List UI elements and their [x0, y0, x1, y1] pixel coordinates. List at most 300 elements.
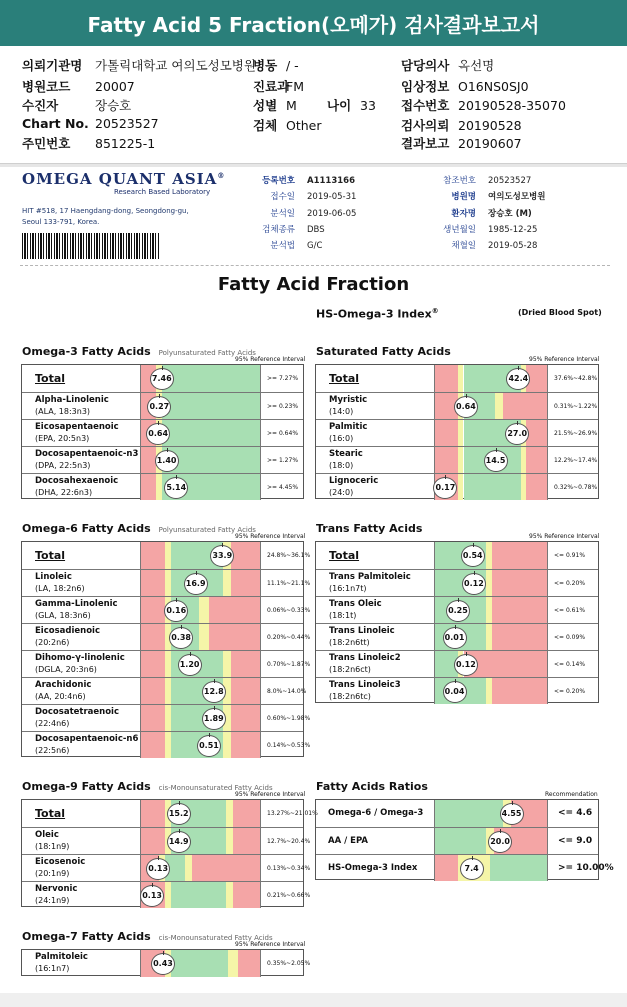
- omega3-title: Omega-3 Fatty Acids Polyunsaturated Fatty Acids: [22, 345, 256, 358]
- result-value: 0.27: [147, 396, 171, 418]
- reference-bar: [434, 365, 548, 392]
- reference-range: >= 0.23%: [267, 402, 299, 410]
- fatty-acid-name: [329, 599, 382, 621]
- fatty-acid-label: Trans Palmitoleic: [329, 572, 411, 582]
- zone-yellow: [223, 570, 230, 596]
- fatty-acid-name: [35, 884, 77, 906]
- result-value: 5.14: [164, 477, 188, 499]
- reference-range: >= 0.64%: [267, 429, 299, 437]
- meta-method: 분석법 G/C: [270, 241, 323, 251]
- result-row: [316, 569, 598, 596]
- reference-bar: [140, 705, 261, 731]
- result-value: 0.01: [443, 627, 467, 649]
- zone-red: [231, 542, 261, 569]
- zone-red: [231, 705, 261, 731]
- reference-range: <= 0.61%: [554, 606, 586, 614]
- fatty-acid-abbr: (DHA, 22:6n3): [35, 488, 93, 497]
- reference-range: 0.20%~0.44%: [267, 633, 311, 641]
- fatty-acid-label: Docosapentaenoic-n6: [35, 734, 139, 744]
- header-field: 수진자 장승호: [22, 98, 132, 113]
- header-field: 주민번호 851225-1: [22, 136, 156, 151]
- zone-red: [435, 365, 458, 392]
- zone-yellow: [226, 800, 233, 827]
- reference-range: >= 4.45%: [267, 483, 299, 491]
- result-value: 0.64: [146, 423, 170, 445]
- result-value: 20.0: [488, 831, 512, 853]
- omega6-table: [21, 541, 311, 757]
- fatty-acid-label: Dihomo-γ-linolenic: [35, 653, 125, 663]
- result-row: [22, 596, 311, 623]
- header-field: 병원코드 20007: [22, 79, 135, 94]
- fatty-acid-abbr: (16:1n7t): [329, 584, 367, 593]
- fatty-acid-name: [35, 707, 119, 729]
- result-value: 14.9: [167, 831, 191, 853]
- fatty-acid-label: Myristic: [329, 395, 368, 405]
- zone-green: [464, 474, 521, 500]
- zone-red: [141, 732, 165, 758]
- fatty-acid-abbr: (20:2n6): [35, 638, 70, 647]
- lab-block: [22, 170, 252, 228]
- trans-title: Trans Fatty Acids: [316, 522, 423, 535]
- fatty-acid-name: [35, 449, 138, 471]
- result-row: [316, 596, 598, 623]
- zone-red: [231, 570, 261, 596]
- fatty-acid-abbr: (LA, 18:2n6): [35, 584, 85, 593]
- reference-range: <= 4.6: [558, 808, 593, 818]
- fatty-acid-label: Oleic: [35, 830, 59, 840]
- result-row: [316, 473, 598, 500]
- reference-range: 0.13%~0.34%: [267, 864, 311, 872]
- meta-specimen: 검체종류 DBS: [262, 225, 325, 235]
- reference-bar: [140, 828, 261, 854]
- fatty-acid-abbr: (22:4n6): [35, 719, 70, 728]
- fatty-acid-label: Gamma-Linolenic: [35, 599, 118, 609]
- result-row: [22, 650, 311, 677]
- omega9-title: Omega-9 Fatty Acids cis-Monounsaturated Fatty Acids: [22, 780, 273, 793]
- result-row: [22, 542, 311, 569]
- result-row: [22, 365, 303, 392]
- result-value: 15.2: [167, 803, 191, 825]
- fatty-acid-label: HS-Omega-3 Index: [328, 862, 418, 873]
- reference-range: >= 7.27%: [267, 374, 299, 382]
- header-field: 검사의뢰 20190528: [401, 118, 522, 133]
- fatty-acid-label: Docosapentaenoic-n3: [35, 449, 139, 459]
- reference-bar: [140, 542, 261, 569]
- reference-range: <= 0.91%: [554, 551, 586, 559]
- fatty-acid-label: Trans Oleic: [329, 599, 382, 609]
- reference-range: 12.7%~20.4%: [267, 837, 311, 845]
- ref-interval-header: 95% Reference Interval: [529, 356, 600, 363]
- fatty-acid-label: Total: [329, 371, 360, 385]
- reference-bar: [434, 855, 548, 881]
- fatty-acid-label: Linoleic: [35, 572, 72, 582]
- zone-red: [141, 800, 165, 827]
- fatty-acid-name: [35, 550, 65, 561]
- zone-red: [526, 447, 548, 473]
- reference-range: 0.31%~1.22%: [554, 402, 598, 410]
- fatty-acid-name: [35, 476, 118, 498]
- header-field: 성별 M: [253, 98, 297, 113]
- header-field: 검체 Other: [253, 118, 322, 133]
- reference-bar: [434, 542, 548, 569]
- reference-bar: [434, 651, 548, 677]
- reference-range: 24.8%~36.1%: [267, 551, 311, 559]
- result-row: [22, 446, 303, 473]
- index-label: HS-Omega-3 Index®: [316, 307, 439, 321]
- lab-subtitle: Research Based Laboratory: [114, 188, 211, 196]
- omega3-table: [21, 364, 304, 499]
- zone-red: [231, 651, 261, 677]
- fatty-acid-name: [35, 680, 91, 702]
- reference-range: 21.5%~26.9%: [554, 429, 598, 437]
- fatty-acid-name: [329, 653, 401, 675]
- fatty-acid-name: [35, 572, 85, 594]
- zone-red: [492, 570, 548, 596]
- reference-bar: [434, 570, 548, 596]
- fatty-acid-name: [329, 550, 359, 561]
- sample-type: (Dried Blood Spot): [518, 308, 602, 317]
- zone-red: [233, 828, 261, 854]
- fatty-acid-abbr: (18:1t): [329, 611, 357, 620]
- result-row: [22, 419, 303, 446]
- result-row: [316, 650, 598, 677]
- meta-patient: 환자명 장승호 (M): [451, 209, 532, 219]
- report-title: Fatty Acid 5 Fraction(오메가) 검사결과보고서: [0, 0, 627, 48]
- fatty-acid-name: [35, 808, 65, 819]
- fatty-acid-abbr: (18:0): [329, 461, 354, 470]
- reference-bar: [434, 420, 548, 446]
- fatty-acid-abbr: (18:1n9): [35, 842, 70, 851]
- result-value: 0.43: [151, 953, 175, 975]
- saturated-title: Saturated Fatty Acids: [316, 345, 451, 358]
- result-value: 0.04: [443, 681, 467, 703]
- fatty-acid-name: [328, 836, 368, 847]
- zone-red: [492, 597, 548, 623]
- fatty-acid-name: [35, 857, 85, 879]
- result-row: [22, 677, 307, 704]
- result-value: 0.13: [140, 885, 164, 907]
- omega9-table: [21, 799, 318, 907]
- fatty-acid-label: Lignoceric: [329, 476, 379, 486]
- zone-green: [171, 950, 228, 977]
- fatty-acid-label: Trans Linoleic: [329, 626, 395, 636]
- reference-range: 37.6%~42.8%: [554, 374, 598, 382]
- fatty-acid-name: [35, 734, 138, 756]
- result-row: [316, 446, 598, 473]
- reference-range: 8.0%~14.0%: [267, 687, 307, 695]
- zone-red: [141, 447, 156, 473]
- zone-green: [435, 828, 486, 854]
- fatty-acid-label: Arachidonic: [35, 680, 92, 690]
- zone-red: [141, 651, 165, 677]
- zone-red: [192, 855, 261, 881]
- fatty-acid-label: Nervonic: [35, 884, 78, 894]
- trans-table: [315, 541, 599, 703]
- fatty-acid-name: [329, 422, 367, 444]
- fatty-acid-label: Docosatetraenoic: [35, 707, 119, 717]
- reference-range: 0.14%~0.53%: [267, 741, 311, 749]
- meta-analyzed: 분석일 2019-06-05: [270, 209, 357, 219]
- fatty-acid-label: Omega-6 / Omega-3: [328, 807, 424, 818]
- result-row: [22, 827, 311, 854]
- lab-logo: OMEGA QUANT ASIA®: [22, 170, 226, 188]
- meta-received: 접수일 2019-05-31: [270, 192, 357, 202]
- ref-interval-header: 95% Reference Interval: [529, 533, 600, 540]
- zone-green: [171, 882, 225, 908]
- meta-reference: 참조번호 20523527: [443, 176, 532, 186]
- zone-red: [141, 678, 165, 704]
- page-footer: [0, 993, 627, 1007]
- header-field: 의뢰기관명 가톨릭대학교 여의도성모병원: [22, 58, 256, 73]
- zone-red: [526, 420, 548, 446]
- result-value: 0.13: [146, 858, 170, 880]
- result-row: [316, 392, 598, 419]
- result-value: 33.9: [210, 545, 234, 567]
- result-value: 0.16: [164, 600, 188, 622]
- reference-range: <= 9.0: [558, 836, 593, 846]
- reference-bar: [434, 800, 548, 827]
- ref-interval-header: 95% Reference Interval: [235, 791, 306, 798]
- fatty-acid-label: Docosahexaenoic: [35, 476, 119, 486]
- fatty-acid-name: [329, 395, 367, 417]
- result-row: [22, 950, 311, 977]
- fatty-acid-name: [35, 599, 118, 621]
- reference-range: 0.32%~0.78%: [554, 483, 598, 491]
- fatty-acid-name: [35, 395, 109, 417]
- reference-range: 0.35%~2.05%: [267, 959, 311, 967]
- zone-red: [209, 597, 261, 623]
- meta-collection: 채혈일 2019-05-28: [451, 241, 538, 251]
- zone-red: [435, 855, 458, 881]
- reference-range: >= 1.27%: [267, 456, 299, 464]
- result-value: 0.64: [454, 396, 478, 418]
- result-row: [316, 800, 598, 827]
- reference-range: 13.27%~21.01%: [267, 809, 318, 817]
- zone-yellow: [495, 393, 503, 419]
- header-field: 접수번호 20190528-35070: [401, 98, 566, 113]
- zone-yellow: [199, 624, 209, 650]
- zone-red: [141, 570, 165, 596]
- fatty-acid-abbr: (GLA, 18:3n6): [35, 611, 91, 620]
- result-value: 0.25: [446, 600, 470, 622]
- recommendation-header: Recommendation: [545, 791, 598, 798]
- fatty-acid-abbr: (16:0): [329, 434, 354, 443]
- fatty-acid-label: Eicosenoic: [35, 857, 86, 867]
- header-field: 병동 / -: [253, 58, 299, 73]
- zone-green: [162, 365, 261, 392]
- result-row: [22, 881, 311, 908]
- result-value: 12.8: [202, 681, 226, 703]
- result-value: 16.9: [184, 573, 208, 595]
- reference-range: >= 10.00%: [558, 863, 614, 873]
- reference-range: <= 0.20%: [554, 579, 586, 587]
- zone-red: [238, 950, 261, 977]
- fatty-acid-label: Trans Linoleic3: [329, 680, 401, 690]
- ref-interval-header: 95% Reference Interval: [235, 941, 306, 948]
- result-value: 4.55: [500, 803, 524, 825]
- lab-address: HIT #518, 17 Haengdang-dong, Seongdong-gu, Seoul 133-791, Korea.: [22, 207, 189, 226]
- zone-red: [492, 542, 548, 569]
- ref-interval-header: 95% Reference Interval: [235, 356, 306, 363]
- fatty-acid-abbr: (14:0): [329, 407, 354, 416]
- reference-range: 0.21%~0.66%: [267, 891, 311, 899]
- fatty-acid-name: [35, 373, 65, 384]
- fatty-acid-abbr: (20:1n9): [35, 869, 70, 878]
- result-row: [22, 623, 311, 650]
- reference-range: 12.2%~17.4%: [554, 456, 598, 464]
- ratios-title: Fatty Acids Ratios: [316, 780, 428, 793]
- fatty-acid-name: [329, 680, 401, 702]
- reference-range: 0.60%~1.98%: [267, 714, 311, 722]
- fatty-acid-abbr: (ALA, 18:3n3): [35, 407, 91, 416]
- reference-bar: [140, 474, 261, 500]
- fatty-acid-label: Total: [35, 371, 66, 385]
- reference-range: 0.06%~0.33%: [267, 606, 311, 614]
- result-value: 0.17: [433, 477, 457, 499]
- fatty-acid-name: [329, 626, 395, 648]
- fatty-acid-label: Eicosapentaenoic: [35, 422, 119, 432]
- header-field: 결과보고 20190607: [401, 136, 522, 151]
- zone-green: [435, 800, 503, 827]
- zone-red: [233, 882, 261, 908]
- fatty-acid-abbr: (18:2n6ct): [329, 665, 371, 674]
- fatty-acid-name: [35, 952, 88, 974]
- fatty-acid-abbr: (EPA, 20:5n3): [35, 434, 90, 443]
- zone-red: [492, 624, 548, 650]
- zone-yellow: [226, 882, 233, 908]
- zone-red: [231, 678, 261, 704]
- reference-range: 11.1%~21.1%: [267, 579, 311, 587]
- zone-yellow: [228, 950, 238, 977]
- fatty-acid-label: Trans Linoleic2: [329, 653, 401, 663]
- zone-red: [141, 705, 165, 731]
- zone-yellow: [199, 597, 209, 623]
- zone-red: [141, 542, 165, 569]
- zone-red: [526, 474, 548, 500]
- fatty-acid-label: Total: [329, 548, 360, 562]
- fatty-acid-abbr: (DPA, 22:5n3): [35, 461, 91, 470]
- zone-red: [209, 624, 261, 650]
- zone-green: [162, 420, 261, 446]
- zone-red: [141, 474, 156, 500]
- dashed-divider: [20, 265, 610, 266]
- zone-red: [231, 732, 261, 758]
- result-row: [316, 854, 614, 881]
- zone-yellow: [185, 855, 192, 881]
- fatty-acid-name: [35, 830, 69, 852]
- reference-bar: [140, 678, 261, 704]
- fatty-acid-name: [329, 449, 363, 471]
- reference-bar: [140, 624, 261, 650]
- result-row: [22, 473, 303, 500]
- zone-red: [435, 447, 458, 473]
- result-value: 0.38: [169, 627, 193, 649]
- reference-range: <= 0.09%: [554, 633, 586, 641]
- fatty-acid-abbr: (18:2n6tc): [329, 692, 371, 701]
- fatty-acid-abbr: (18:2n6tt): [329, 638, 370, 647]
- barcode: [22, 233, 160, 259]
- fatty-acid-name: [35, 653, 125, 675]
- fatty-acid-abbr: (16:1n7): [35, 964, 70, 973]
- zone-red: [492, 678, 548, 704]
- zone-red: [141, 597, 165, 623]
- fatty-acid-abbr: (AA, 20:4n6): [35, 692, 86, 701]
- fatty-acid-name: [329, 373, 359, 384]
- result-row: [316, 542, 598, 569]
- result-value: 0.12: [462, 573, 486, 595]
- result-row: [22, 569, 311, 596]
- zone-red: [233, 800, 261, 827]
- zone-red: [435, 420, 458, 446]
- fatty-acid-label: AA / EPA: [328, 835, 369, 846]
- header-field: 임상정보 O16NS0SJ0: [401, 79, 529, 94]
- fatty-acid-abbr: (22:5n6): [35, 746, 70, 755]
- fatty-acid-abbr: (24:1n9): [35, 896, 70, 905]
- fatty-acid-name: [329, 572, 411, 594]
- header-field: 나이 33: [327, 98, 376, 113]
- result-value: 1.40: [155, 450, 179, 472]
- result-value: 7.46: [150, 368, 174, 390]
- fatty-acid-abbr: (24:0): [329, 488, 354, 497]
- omega6-title: Omega-6 Fatty Acids Polyunsaturated Fatty Acids: [22, 522, 256, 535]
- fatty-acid-name: [328, 808, 423, 819]
- meta-hospital: 병원명 여의도성모병원: [451, 192, 546, 202]
- result-row: [316, 419, 598, 446]
- reference-range: <= 0.20%: [554, 687, 586, 695]
- fatty-acid-label: Total: [35, 806, 66, 820]
- fatty-acid-label: Eicosadienoic: [35, 626, 100, 636]
- main-title: Fatty Acid Fraction: [217, 274, 410, 295]
- result-row: [22, 392, 303, 419]
- result-row: [316, 827, 598, 854]
- result-value: 14.5: [484, 450, 508, 472]
- result-value: 42.4: [506, 368, 530, 390]
- header-field: 진료과FM: [253, 79, 304, 94]
- result-row: [22, 800, 318, 827]
- zone-red: [141, 828, 165, 854]
- fatty-acid-label: Total: [35, 548, 66, 562]
- result-value: 1.20: [178, 654, 202, 676]
- zone-red: [141, 624, 165, 650]
- omega7-table: [21, 949, 311, 976]
- result-value: 27.0: [505, 423, 529, 445]
- result-value: 0.51: [197, 735, 221, 757]
- reference-range: <= 0.14%: [554, 660, 586, 668]
- header-field: 담당의사 옥선명: [401, 58, 495, 73]
- header-field: Chart No. 20523527: [22, 116, 159, 131]
- fatty-acid-label: Palmitic: [329, 422, 368, 432]
- result-row: [22, 854, 311, 881]
- fatty-acid-name: [329, 476, 378, 498]
- fatty-acid-name: [35, 422, 119, 444]
- reference-bar: [140, 800, 261, 827]
- result-row: [22, 731, 311, 758]
- section-divider: [0, 163, 627, 167]
- reference-range: 0.70%~1.87%: [267, 660, 311, 668]
- result-row: [316, 623, 598, 650]
- zone-yellow: [223, 732, 230, 758]
- zone-yellow: [223, 651, 230, 677]
- result-row: [22, 704, 311, 731]
- fatty-acid-label: Stearic: [329, 449, 363, 459]
- zone-green: [162, 393, 261, 419]
- reference-bar: [434, 393, 548, 419]
- result-value: 0.54: [461, 545, 485, 567]
- omega7-title: Omega-7 Fatty Acids cis-Monounsaturated Fatty Acids: [22, 930, 273, 943]
- saturated-table: [315, 364, 599, 499]
- result-row: [316, 365, 598, 392]
- zone-green: [490, 855, 548, 881]
